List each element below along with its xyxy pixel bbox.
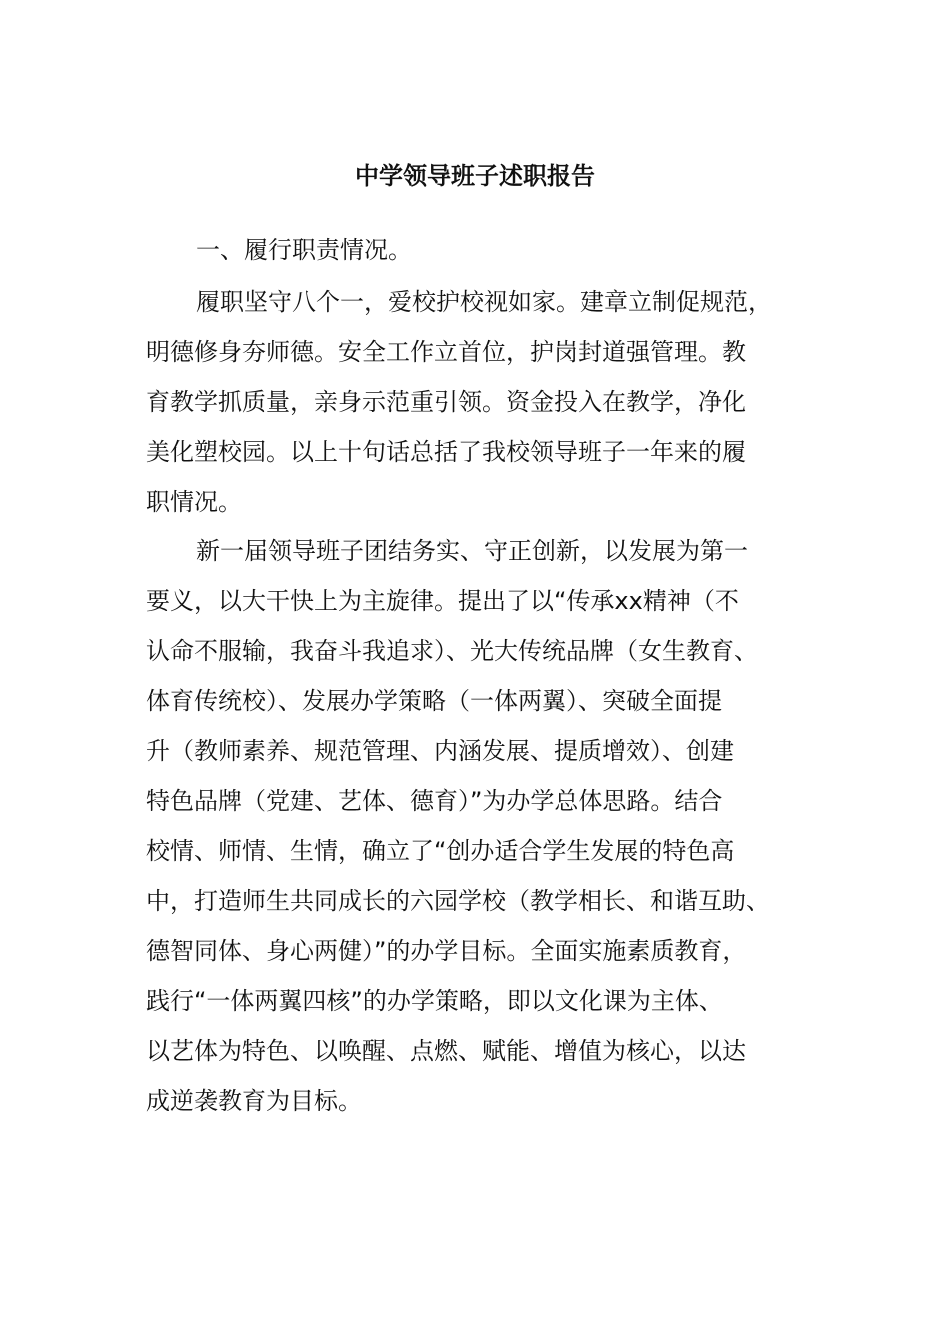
document-title: 中学领导班子述职报告 — [355, 162, 595, 190]
paragraph-line: 育教学抓质量，亲身示范重引领。资金投入在教学，净化 — [146, 388, 746, 416]
paragraph-line: 体育传统校）、发展办学策略（一体两翼）、突破全面提 — [146, 687, 722, 715]
paragraph-line: 成逆袭教育为目标。 — [146, 1087, 362, 1115]
paragraph-line: 践行“一体两翼四核”的办学策略，即以文化课为主体、 — [146, 987, 723, 1015]
paragraph-line: 特色品牌（党建、艺体、德育）”为办学总体思路。结合 — [146, 787, 723, 815]
paragraph-line: 以艺体为特色、以唤醒、点燃、赋能、增值为核心，以达 — [146, 1037, 746, 1065]
paragraph-line: 校情、师情、生情，确立了“创办适合学生发展的特色高 — [146, 837, 735, 865]
paragraph-2 — [146, 526, 806, 1126]
paragraph-line: 要义，以大干快上为主旋律。提出了以“传承xx精神（不 — [146, 587, 739, 615]
paragraph-1 — [146, 277, 806, 527]
paragraph-line: 认命不服输，我奋斗我追求）、光大传统品牌（女生教育、 — [146, 637, 758, 665]
paragraph-line: 升（教师素养、规范管理、内涵发展、提质增效）、创建 — [146, 737, 734, 765]
paragraph-line: 美化塑校园。以上十句话总括了我校领导班子一年来的履 — [146, 438, 746, 466]
paragraph-line: 新一届领导班子团结务实、守正创新，以发展为第一 — [196, 537, 748, 565]
paragraph-line: 职情况。 — [146, 488, 242, 516]
paragraph-line: 明德修身夯师德。安全工作立首位，护岗封道强管理。教 — [146, 338, 746, 366]
paragraph-line: 中，打造师生共同成长的六园学校（教学相长、和谐互助、 — [146, 887, 770, 915]
section-heading: 一、履行职责情况。 — [196, 236, 412, 264]
paragraph-line: 德智同体、身心两健）”的办学目标。全面实施素质教育， — [146, 937, 747, 965]
paragraph-line: 履职坚守八个一，爱校护校视如家。建章立制促规范， — [196, 288, 772, 316]
